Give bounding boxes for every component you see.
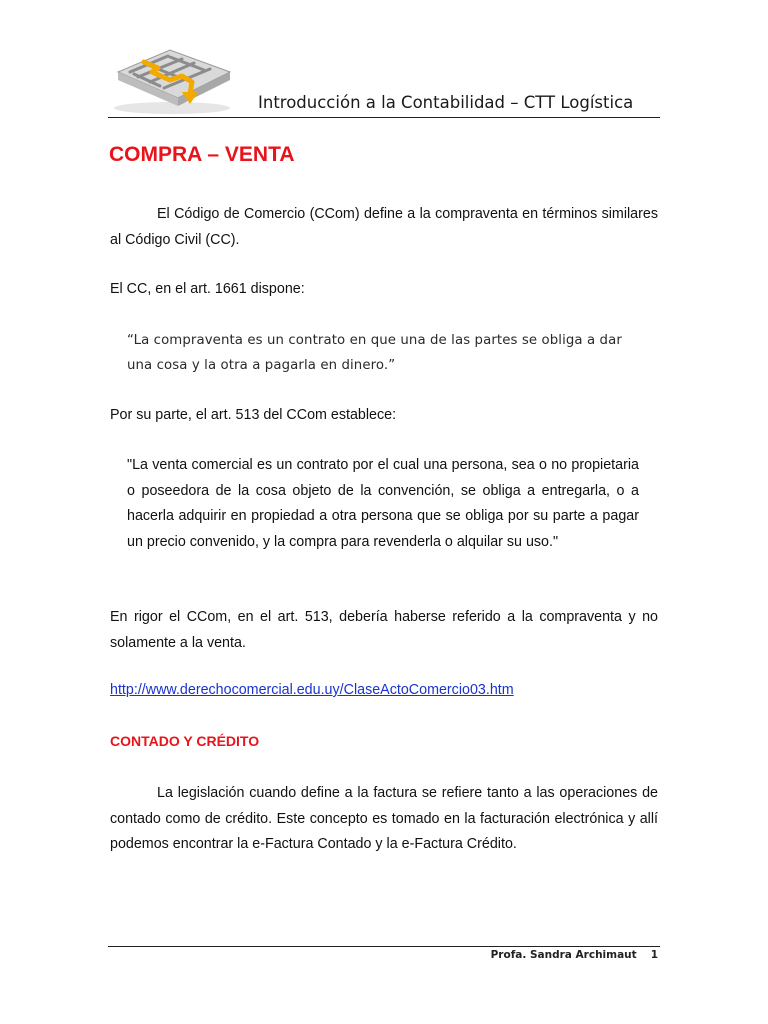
paragraph-ccom-art: Por su parte, el art. 513 del CCom establece: — [110, 407, 397, 423]
maze-icon — [108, 42, 236, 116]
page-footer — [491, 949, 658, 961]
paragraph-factura: La legislación cuando define a la factura se refiere tanto a las operaciones de contado como de crédito. Este concepto es tomado en la facturación electrónica y allí podemos encontrar la e-Factura Contado y la e-Factura Crédito. — [110, 785, 658, 852]
page-number: 1 — [650, 949, 658, 961]
quote-cc-definition: “La compraventa es un contrato en que una de las partes se obliga a dar una cosa y la otra a pagarla en dinero.” — [127, 333, 622, 373]
section-heading: COMPRA – VENTA — [109, 143, 295, 166]
header-divider — [108, 117, 660, 118]
quote-ccom-definition: "La venta comercial es un contrato por el cual una persona, sea o no propietaria o poseedora de la cosa objeto de la convención, se obliga a entregarla, o a hacerla adquirir en propiedad a otra persona que se obliga por su parte a pagar un precio convenido, y la compra para revenderla o alquilar su uso." — [127, 457, 639, 550]
paragraph-cc-art: El CC, en el art. 1661 dispone: — [110, 281, 305, 297]
footer-divider — [108, 946, 660, 947]
reference-link[interactable]: http://www.derechocomercial.edu.uy/ClaseActoComercio03.htm — [110, 682, 514, 698]
document-header-title: Introducción a la Contabilidad – CTT Logística — [258, 93, 634, 112]
paragraph-rigor: En rigor el CCom, en el art. 513, debería haberse referido a la compraventa y no solamente a la venta. — [110, 609, 658, 651]
subheading-contado-credito: CONTADO Y CRÉDITO — [110, 733, 260, 749]
footer-author: Profa. Sandra Archimaut — [490, 949, 637, 961]
paragraph-intro: El Código de Comercio (CCom) define a la compraventa en términos similares al Código Civil (CC). — [110, 206, 658, 248]
